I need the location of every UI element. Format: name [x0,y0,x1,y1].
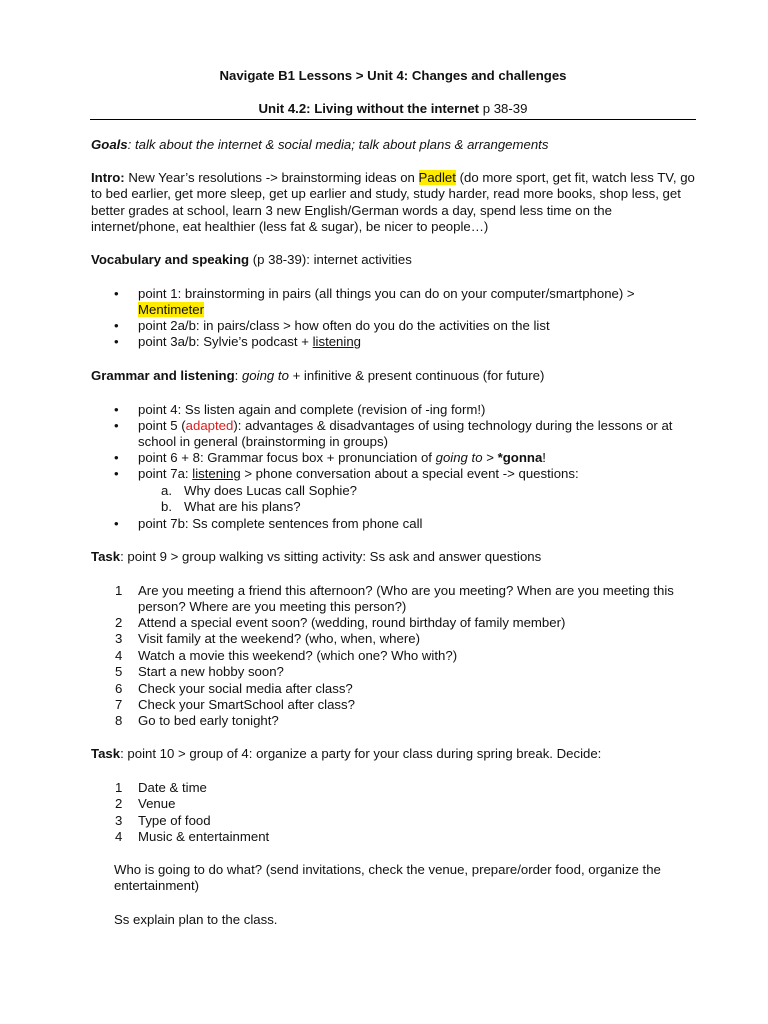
grammar-point-6-8 [138,450,698,466]
grammar-point-5 [138,418,698,451]
task1-item: Go to bed early tonight? [138,713,279,728]
grammar-point-7b: point 7b: Ss complete sentences from phone call [138,516,423,531]
task2-label: Task [91,746,121,761]
grammar-label: Grammar and listening [91,368,235,383]
task2-item: Type of food [138,813,211,828]
bullet-icon: • [114,516,119,531]
vocab-point-1-text: point 1: brainstorming in pairs (all things you can do on your computer/smartphone) > [138,286,635,301]
task1-heading [91,549,696,565]
task2-item: Music & entertainment [138,829,270,844]
task2-item: Date & time [138,780,207,795]
bullet-icon: • [114,334,119,349]
goals-text: : talk about the internet & social media; talk about plans & arrangements [127,137,549,152]
task1-item: Check your SmartSchool after class? [138,697,355,712]
sub-item-marker: a. [161,483,172,498]
list-number: 7 [115,697,123,712]
task2-explain-paragraph: Ss explain plan to the class. [114,912,278,927]
adapted-label: adapted [185,418,234,433]
bullet-icon: • [114,418,119,433]
bullet-icon: • [114,466,119,481]
grammar-colon: : [234,368,242,383]
grammar-point-6-8-italic: going to [435,450,483,465]
task1-label: Task [91,549,121,564]
vocab-text: (p 38-39): internet activities [249,252,412,267]
grammar-heading [91,368,696,384]
listening-link[interactable]: listening [192,466,241,481]
bullet-icon: • [114,402,119,417]
grammar-point-6-8-b: > [482,450,498,465]
bullet-icon: • [114,318,119,333]
vocab-label: Vocabulary and speaking [91,252,250,267]
sub-item-a: Why does Lucas call Sophie? [184,483,358,498]
goals-label: Goals [91,137,128,152]
goals-line [91,137,696,153]
intro-paragraph [91,170,696,235]
list-number: 3 [115,631,123,646]
intro-label: Intro: [91,170,125,185]
grammar-point-7a [138,466,698,482]
list-number: 4 [115,648,123,663]
task1-item: Attend a special event soon? (wedding, round birthday of family member) [138,615,566,630]
list-number: 3 [115,813,123,828]
task1-item: Are you meeting a friend this afternoon? (Who are you meeting? When are you meeting this person? Where are you meeting this person?) [138,583,674,615]
intro-text-before: New Year’s resolutions -> brainstorming ideas on [124,170,419,185]
list-number: 6 [115,681,123,696]
mentimeter-highlight: Mentimeter [138,302,204,318]
bullet-icon: • [114,286,119,301]
vocab-point-3 [138,334,698,350]
list-number: 8 [115,713,123,728]
vocab-heading [91,252,696,268]
grammar-point-5-b: ): advantages & disadvantages of using technology during the lessons or at school in general (brainstorming in groups) [138,418,673,450]
list-number: 5 [115,664,123,679]
list-number: 4 [115,829,123,844]
task1-item: Watch a movie this weekend? (which one? Who with?) [138,648,458,663]
vocab-point-1 [138,286,698,319]
grammar-point-4: point 4: Ss listen again and complete (revision of -ing form!) [138,402,486,417]
task1-item: Visit family at the weekend? (who, when, where) [138,631,420,646]
sub-item-marker: b. [161,499,172,514]
list-number: 2 [115,615,123,630]
list-number: 1 [115,780,123,795]
grammar-point-5-a: point 5 ( [138,418,186,433]
grammar-point-7a-b: > phone conversation about a special event -> questions: [240,466,579,481]
task2-text: : point 10 > group of 4: organize a party for your class during spring break. Decide: [120,746,602,761]
task2-who-paragraph: Who is going to do what? (send invitations, check the venue, prepare/order food, organize the entertainment) [114,862,661,894]
sub-item-b: What are his plans? [184,499,301,514]
task1-item: Check your social media after class? [138,681,353,696]
bullet-icon: • [114,450,119,465]
intro-text-after: (do more sport, get fit, watch less TV, go to bed earlier, get more sleep, get up earlier and study, study harder, read more books, shop less, get better grades at school, learn 3 new English/German words a day, spend less time on the internet/phone, eat healthier (less fat & sugar), be nicer to people…) [91,170,695,234]
task1-text: : point 9 > group walking vs sitting activity: Ss ask and answer questions [120,549,542,564]
vocab-point-2: point 2a/b: in pairs/class > how often do you do the activities on the list [138,318,550,333]
header-divider [90,119,696,120]
list-number: 1 [115,583,123,598]
lesson-subtitle [0,101,768,117]
task2-heading [91,746,696,762]
task2-item: Venue [138,796,176,811]
going-to-italic: going to [241,368,289,383]
lesson-pages: p 38-39 [479,101,528,116]
grammar-point-7a-a: point 7a: [138,466,193,481]
listening-link[interactable]: listening [312,334,361,349]
lesson-subtitle-bold: Unit 4.2: Living without the internet [258,101,480,116]
task1-item: Start a new hobby soon? [138,664,284,679]
gonna-bold: *gonna [497,450,543,465]
grammar-text: + infinitive & present continuous (for future) [288,368,545,383]
padlet-highlight: Padlet [418,170,456,185]
document-title: Navigate B1 Lessons > Unit 4: Changes and challenges [219,68,567,83]
vocab-point-3-text: point 3a/b: Sylvie’s podcast + [138,334,313,349]
list-number: 2 [115,796,123,811]
grammar-point-6-8-c: ! [542,450,546,465]
grammar-point-6-8-a: point 6 + 8: Grammar focus box + pronunciation of [138,450,436,465]
